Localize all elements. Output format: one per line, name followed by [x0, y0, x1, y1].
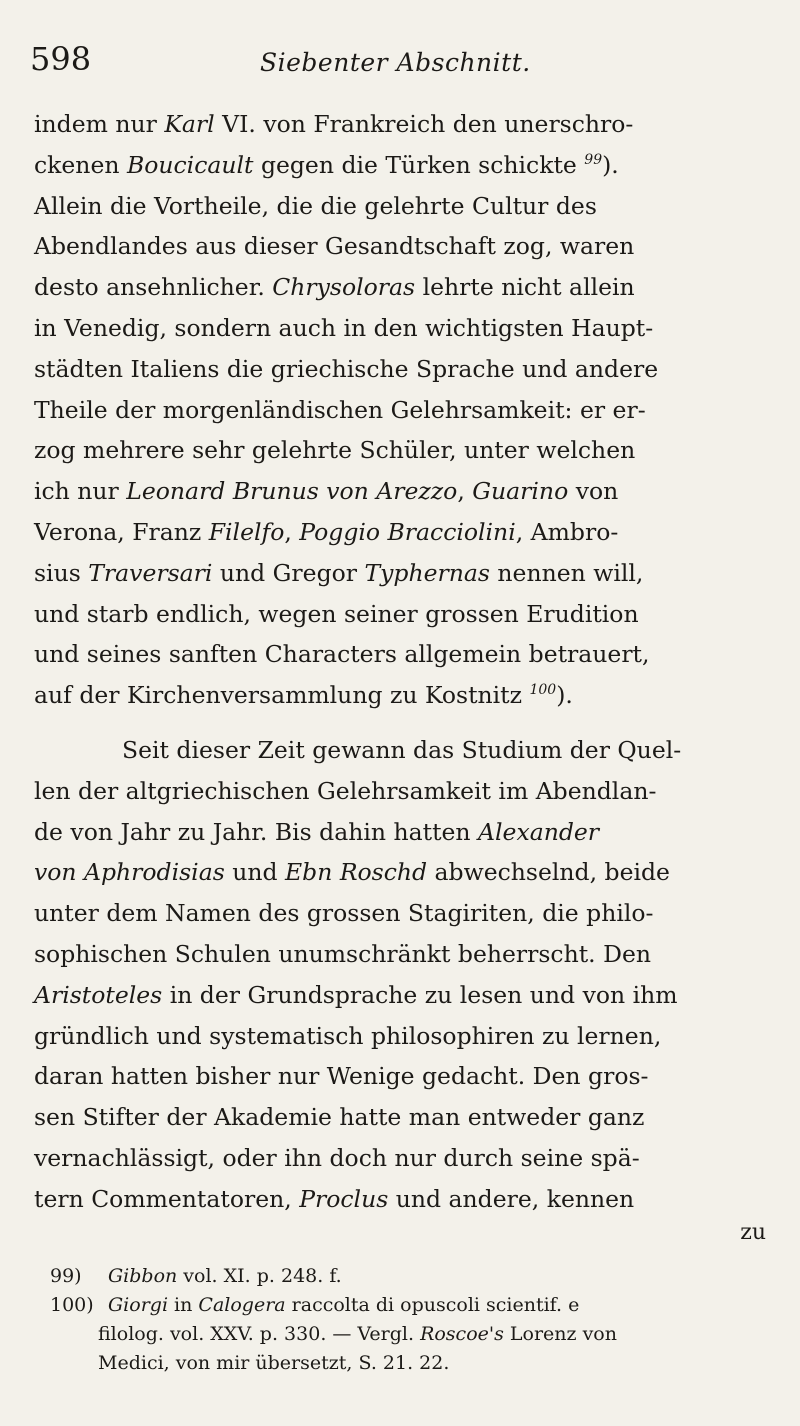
footnote-ref-99: 99 — [584, 151, 603, 168]
page-header — [30, 40, 770, 84]
text-line: indem nur Karl VI. von Frankreich den unerschro- — [34, 110, 634, 138]
text-line: daran hatten bisher nur Wenige gedacht. Den gros- — [34, 1062, 649, 1091]
main-text — [34, 104, 766, 1220]
text-line: tern Commentatoren, Proclus und andere, kennen — [34, 1184, 635, 1213]
running-head: Siebenter Abschnitt. — [260, 48, 531, 77]
footnotes — [50, 1262, 770, 1378]
text-line: desto ansehnlicher. Chrysoloras lehrte nicht allein — [34, 273, 635, 302]
text-line: in Venedig, sondern auch in den wichtigsten Haupt- — [34, 313, 654, 342]
footnote-100-line: filolog. vol. XXV. p. 330. — Vergl. Roscoe's Lorenz von — [98, 1323, 617, 1345]
text-line: und seines sanften Characters allgemein betrauert, — [34, 640, 650, 669]
footnote-100-line: Medici, von mir übersetzt, S. 21. 22. — [98, 1352, 450, 1374]
text-line: de von Jahr zu Jahr. Bis dahin hatten Alexander — [34, 817, 600, 846]
footnote-ref-100: 100 — [529, 682, 557, 699]
text-line: sius Traversari und Gregor Typhernas nennen will, — [34, 558, 644, 587]
text-line: ckenen Boucicault gegen die Türken schickte $^{99}$). — [34, 150, 619, 179]
footnote-mark: 99) — [50, 1265, 82, 1287]
text-line: auf der Kirchenversammlung zu Kostnitz $^{100}$). — [34, 681, 573, 710]
footnote-99: 99) Gibbon vol. XI. p. 248. f. — [50, 1262, 770, 1291]
text-line: Verona, Franz Filelfo, Poggio Bracciolini, Ambro- — [34, 517, 619, 546]
text-line: unter dem Namen des grossen Stagiriten, die philo- — [34, 899, 654, 928]
text-line: ich nur Leonard Brunus von Arezzo, Guarino von — [34, 477, 619, 506]
text-line: Seit dieser Zeit gewann das Studium der Quel- — [122, 735, 682, 764]
text-line: städten Italiens die griechische Sprache und andere — [34, 354, 659, 383]
text-line: und starb endlich, wegen seiner grossen Erudition — [34, 599, 639, 628]
page-number: 598 — [30, 40, 92, 78]
text-line: len der altgriechischen Gelehrsamkeit im Abendlan- — [34, 776, 657, 805]
text-line: Allein die Vortheile, die die gelehrte Cultur des — [34, 191, 597, 220]
text-line: Abendlandes aus dieser Gesandtschaft zog, waren — [34, 232, 635, 261]
paragraph-gap — [34, 716, 766, 730]
text-line: zog mehrere sehr gelehrte Schüler, unter welchen — [34, 436, 636, 465]
text-line: vernachlässigt, oder ihn doch nur durch seine spä- — [34, 1143, 640, 1172]
footnote-mark: 100) — [50, 1294, 94, 1316]
text-line: Theile der morgenländischen Gelehrsamkeit: er er- — [34, 395, 646, 424]
text-line: Aristoteles in der Grundsprache zu lesen und von ihm — [34, 980, 678, 1009]
text-line: sen Stifter der Akademie hatte man entweder ganz — [34, 1103, 645, 1132]
text-line: gründlich und systematisch philosophiren zu lernen, — [34, 1021, 662, 1050]
catchword: zu — [740, 1220, 766, 1245]
footnote-100: 100) Giorgi in Calogera raccolta di opuscoli scientif. e — [50, 1291, 770, 1320]
text-line: sophischen Schulen unumschränkt beherrscht. Den — [34, 939, 651, 968]
text-line: von Aphrodisias und Ebn Roschd abwechselnd, beide — [34, 858, 670, 887]
